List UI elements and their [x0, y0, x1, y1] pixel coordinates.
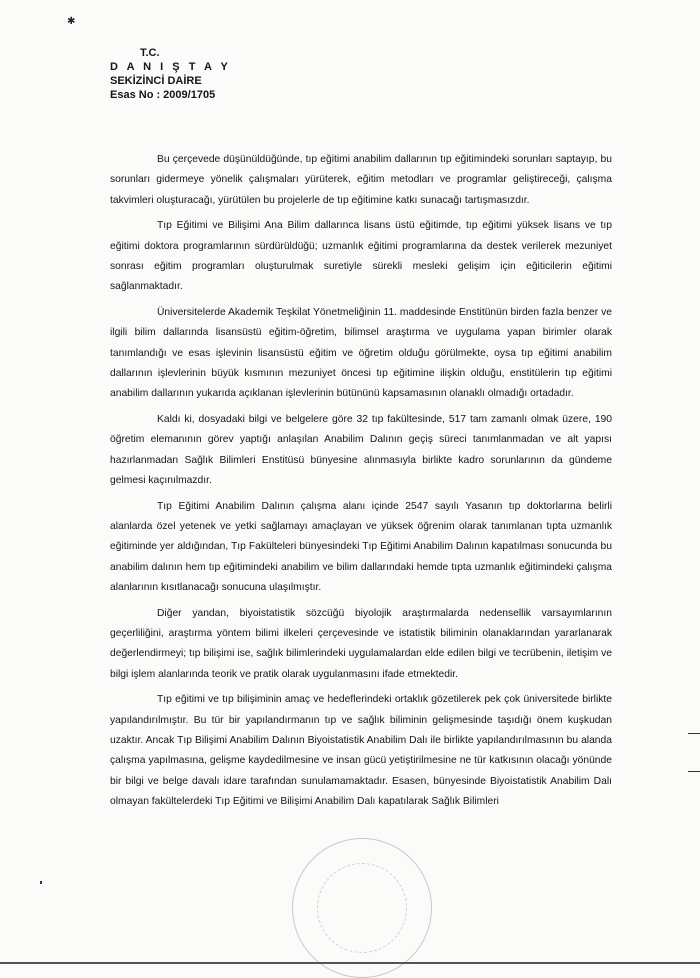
edge-tick-mark: [688, 771, 700, 772]
paragraph-5: Tıp Eğitimi Anabilim Dalının çalışma alanı içinde 2547 sayılı Yasanın tıp doktorlarına belirli alanlarda özel yetenek ve yetki sağlamayı amaçlayan ve yüksek öğrenim olarak tanımlanan tıpta uzmanlık eğitiminde yer aldığından, Tıp Fakülteleri bünyesindeki Tıp Eğitimi Anabilim Dalının kapatılması sonucunda bu anabilim dalının hem tıp eğitimindeki anabilim ve bilim dallarındaki hemde tıpta uzmanlık eğitimindeki çalışma alanlarının kısıtlanacağı sonucuna ulaşılmıştır.: [110, 500, 612, 594]
edge-tick-mark: [688, 733, 700, 734]
margin-dot: [40, 881, 42, 884]
paragraph-1: Bu çerçevede düşünüldüğünde, tıp eğitimi anabilim dallarının tıp eğitimindeki sorunları saptayıp, bu sorunları gidermeye yönelik çalışmaları yürüterek, eğitim metodları ve programlar geliştireceği, çalışma takvimleri oluşturacağı, yürütülen bu projelerle de tıp eğitimine katkı sunacağı tartışmasızdır.: [110, 154, 612, 206]
case-number: Esas No : 2009/1705: [110, 89, 216, 101]
paragraph-7: Tıp eğitimi ve tıp bilişiminin amaç ve hedeflerindeki ortaklık gözetilerek pek çok üniversitede birlikte yapılandırılmıştır. Bu tür bir yapılandırmanın tıp ve sağlık biliminin gelişmesinde taşıdığı önem kuşkudan uzaktır. Ancak Tıp Bilişimi Anabilim Dalının Biyoistatistik Anabilim Dalı ile birlikte yapılandırılmasının bu alanda çalışma yapılmasına, gelişme kaydedilmesine ve insan gücü yetiştirilmesine ne tür katkısının olacağı yönünde bir bilgi ve belge davalı idare tarafından sunulamamaktadır. Esasen, bünyesinde Biyoistatistik Anabilim Dalı olmayan fakültelerdeki Tıp Eğitimi ve Bilişimi Anabilim Dalı kapatılarak Sağlık Bilimleri: [110, 694, 612, 808]
faint-seal-stamp: [292, 838, 432, 978]
state-abbreviation: T.C.: [140, 47, 160, 59]
chamber-name: SEKİZİNCİ DAİRE: [110, 75, 202, 87]
paragraph-4: Kaldı ki, dosyadaki bilgi ve belgelere göre 32 tıp fakültesinde, 517 tam zamanlı olmak üzere, 190 öğretim elemanının görev yaptığı anlaşılan Anabilim Dalının geçiş süreci tanımlanmadan ve alt yapısı hazırlanmadan Sağlık Bilimleri Enstitüsü bünyesine alınmasıyla birlikte kadro sorunlarının da gündeme gelmesi kaçınılmazdır.: [110, 413, 612, 487]
corner-mark: ✱: [67, 16, 76, 27]
document-header: [110, 46, 231, 102]
court-name: D A N I Ş T A Y: [110, 61, 231, 73]
scan-edge-line: [0, 962, 700, 964]
document-body: [110, 150, 612, 818]
paragraph-3: Üniversitelerde Akademik Teşkilat Yönetmeliğinin 11. maddesinde Enstitünün birden fazla benzer ve ilgili bilim dallarında lisansüstü eğitim-öğretim, bilimsel araştırma ve uygulama yapan birimler olarak tanımlandığı ve esas işlevinin lisansüstü eğitim ve öğretim olduğu görülmekte, oysa tıp eğitimi anabilim dallarının işlevlerinin büyük kısmının mezuniyet öncesi tıp eğitimine ilişkin olduğu, enstitülerin tıp eğitimi anabilim dallarının yukarıda açıklanan işlevlerinin bütününü kapsamasının olanaklı olmadığı ortadadır.: [110, 306, 612, 400]
paragraph-2: Tıp Eğitimi ve Bilişimi Ana Bilim dallarınca lisans üstü eğitimde, tıp eğitimi yüksek lisans ve tıp eğitimi doktora programlarının sürdürüldüğü; uzmanlık eğitimi programlarına da destek verilerek mezuniyet sonrası eğitim programları oluşturulmak suretiyle sürekli mesleki gelişim için eğiticilerin eğitimi sağlanmaktadır.: [110, 220, 612, 293]
paragraph-6: Diğer yandan, biyoistatistik sözcüğü biyolojik araştırmalarda nedensellik varsayımlarının geçerliliğini, araştırma yöntem bilimi ilkeleri çerçevesinde ve istatistik biliminin olanaklarından yararlanarak değerlendirmeyi; tıp bilişimi ise, sağlık bilimlerindeki uygulamalardan elde edilen bilgi ve tecrübenin, iletişim ve bilgi işlem alanlarında teorik ve pratik olarak uygulanmasını ifade etmektedir.: [110, 607, 612, 680]
